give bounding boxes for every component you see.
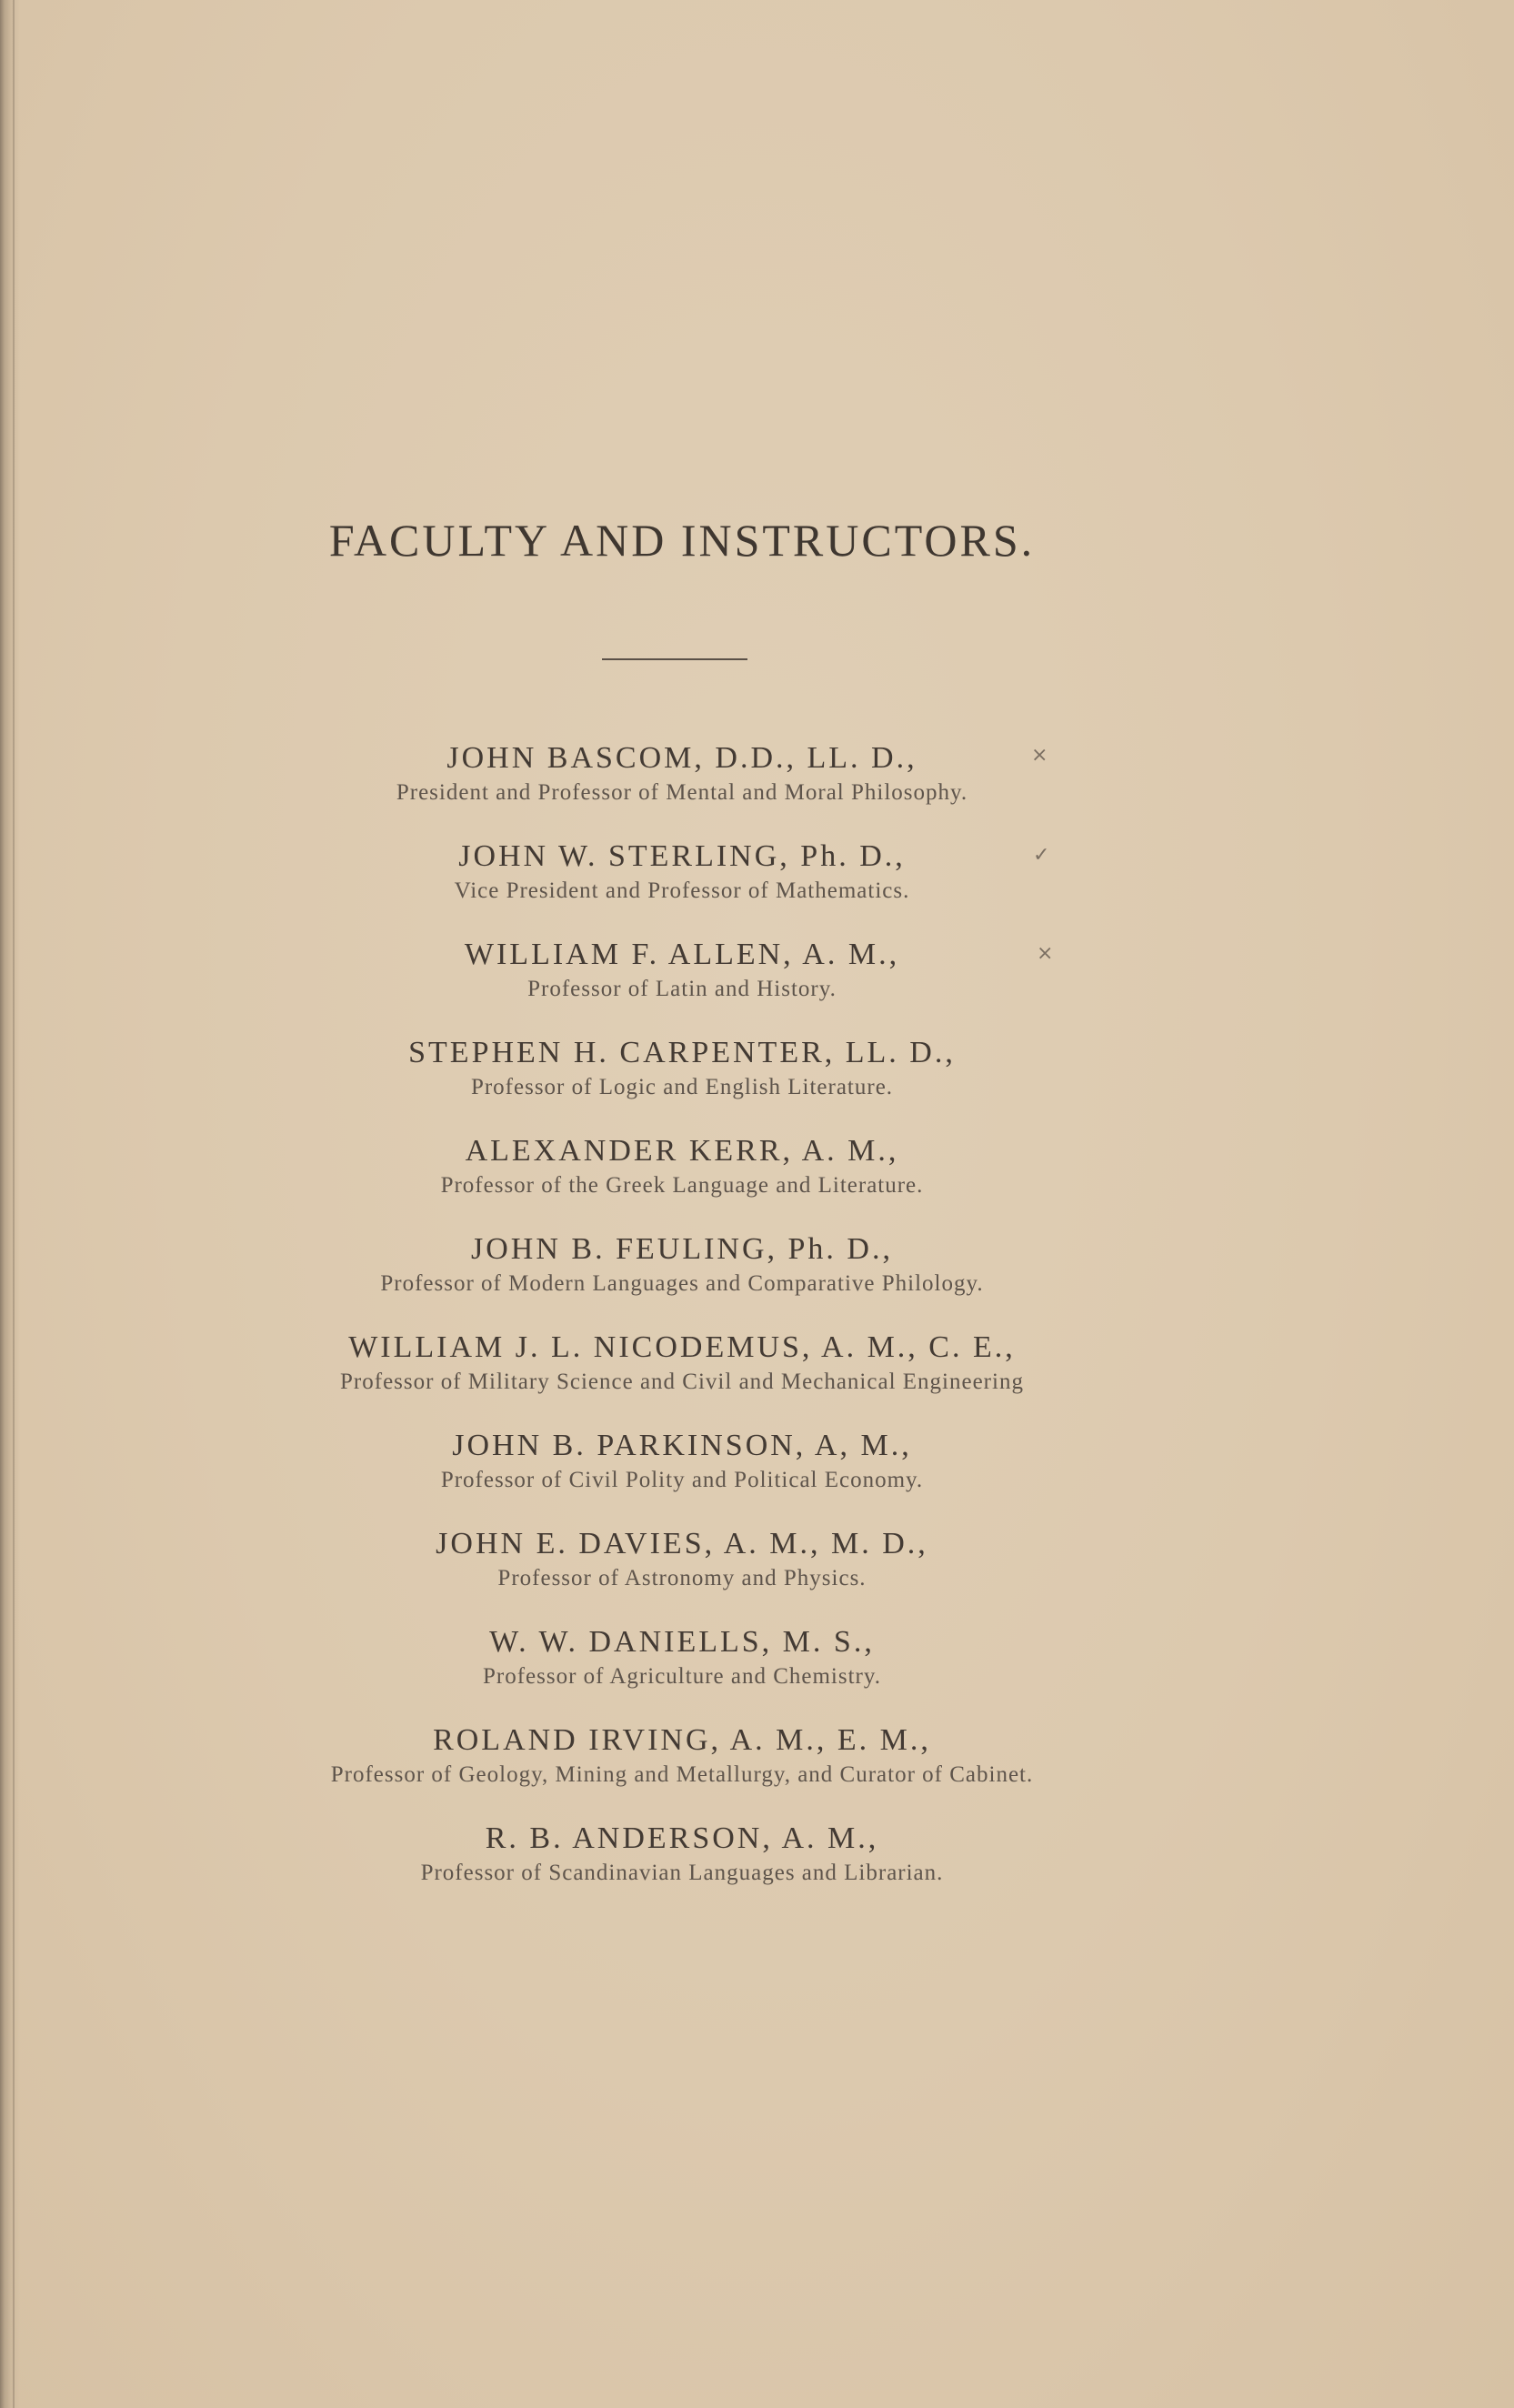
faculty-role: Vice President and Professor of Mathematics. <box>454 878 910 903</box>
faculty-role: Professor of Logic and English Literature. <box>470 1075 894 1099</box>
faculty-role: Professor of Modern Languages and Comparative Philology. <box>380 1271 984 1296</box>
faculty-name: W. W. DANIELLS, M. S., <box>489 1625 875 1659</box>
title-divider <box>602 658 747 660</box>
pencil-mark-icon: ⨯ <box>1031 744 1048 767</box>
faculty-entry-sterling <box>0 837 1364 935</box>
faculty-role: Professor of Astronomy and Physics. <box>497 1566 867 1590</box>
faculty-role: Professor of Civil Polity and Political Economy. <box>440 1468 924 1492</box>
faculty-name: ROLAND IRVING, A. M., E. M., <box>433 1723 931 1757</box>
faculty-entry-allen <box>0 935 1364 1033</box>
pencil-mark-icon: ⨯ <box>1037 942 1054 965</box>
faculty-name: WILLIAM J. L. NICODEMUS, A. M., C. E., <box>348 1330 1016 1364</box>
faculty-name: JOHN BASCOM, D.D., LL. D., <box>446 741 917 775</box>
faculty-name: JOHN W. STERLING, Ph. D., <box>458 839 906 873</box>
faculty-entry-kerr <box>0 1131 1364 1229</box>
faculty-entry-carpenter <box>0 1033 1364 1131</box>
faculty-entry-daniells <box>0 1622 1364 1721</box>
faculty-entry-bascom <box>0 738 1364 837</box>
faculty-entry-parkinson <box>0 1426 1364 1524</box>
faculty-name: JOHN B. PARKINSON, A, M., <box>452 1429 912 1462</box>
pencil-mark-icon: ✓ <box>1033 844 1050 867</box>
faculty-name: ALEXANDER KERR, A. M., <box>465 1134 899 1168</box>
faculty-entry-feuling <box>0 1229 1364 1328</box>
faculty-name: R. B. ANDERSON, A. M., <box>485 1821 879 1855</box>
faculty-name: JOHN B. FEULING, Ph. D., <box>471 1232 893 1266</box>
faculty-name: WILLIAM F. ALLEN, A. M., <box>464 938 900 971</box>
faculty-role: President and Professor of Mental and Moral Philosophy. <box>396 780 968 805</box>
faculty-role: Professor of Geology, Mining and Metallurgy, and Curator of Cabinet. <box>330 1762 1034 1787</box>
faculty-entry-nicodemus <box>0 1328 1364 1426</box>
faculty-entry-davies <box>0 1524 1364 1622</box>
faculty-role: Professor of Latin and History. <box>527 977 837 1001</box>
faculty-entry-irving <box>0 1721 1364 1819</box>
faculty-list <box>0 738 1364 1917</box>
faculty-role: Professor of Scandinavian Languages and Librarian. <box>420 1861 944 1885</box>
faculty-entry-anderson <box>0 1819 1364 1917</box>
faculty-role: Professor of the Greek Language and Literature. <box>440 1173 924 1198</box>
faculty-role: Professor of Military Science and Civil and Mechanical Engineering <box>340 1370 1024 1394</box>
faculty-name: JOHN E. DAVIES, A. M., M. D., <box>436 1527 928 1560</box>
page-title: FACULTY AND INSTRUCTORS. <box>328 515 1036 566</box>
faculty-role: Professor of Agriculture and Chemistry. <box>483 1664 881 1689</box>
faculty-name: STEPHEN H. CARPENTER, LL. D., <box>408 1036 956 1069</box>
